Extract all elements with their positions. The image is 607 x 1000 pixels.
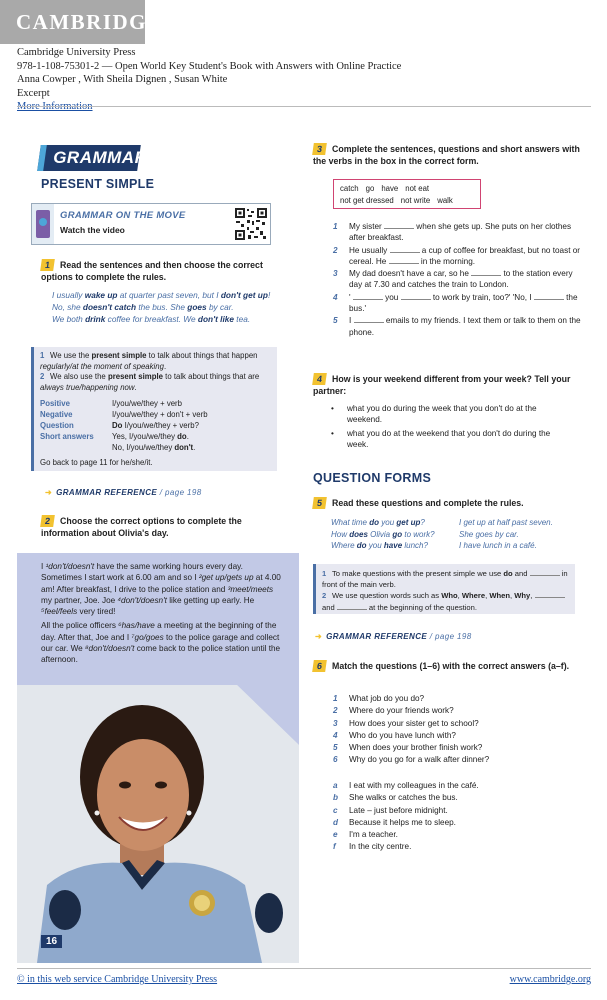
table-row xyxy=(40,442,271,453)
row-value: I/you/we/they + verb xyxy=(112,399,182,408)
text: have the same working hours every day. Sometimes I start work at 6.00 am and so I xyxy=(41,562,243,583)
keyword: Why xyxy=(514,591,531,600)
item-text: How does your sister get to school? xyxy=(349,718,479,728)
list-item[interactable] xyxy=(333,693,583,704)
ex2-instruction: Choose the correct options to complete the information about Olivia's day. xyxy=(41,516,242,538)
book-metadata xyxy=(17,46,401,114)
gref-label: GRAMMAR REFERENCE xyxy=(326,632,428,641)
highlight: don't like xyxy=(197,314,234,324)
rule-2: 2 We also use the present simple to talk about things that are always true/happening now. xyxy=(40,372,260,392)
answer-blank[interactable] xyxy=(534,292,564,300)
exercise-2 xyxy=(41,515,281,539)
exercise-number: 4 xyxy=(312,373,327,385)
ex3-heading xyxy=(313,143,591,167)
example-answer: I get up at half past seven. xyxy=(459,518,553,527)
phone-video-icon xyxy=(36,210,50,238)
text: to the station every day at 7.30 and catches the train to London. xyxy=(349,269,573,290)
ex2-heading xyxy=(41,515,281,539)
gotm-subtitle: Watch the video xyxy=(60,225,125,235)
text: you xyxy=(379,518,397,527)
rule-number: 2 xyxy=(322,591,327,600)
grammar-on-the-move-box[interactable] xyxy=(31,203,271,245)
item-number: 2 xyxy=(333,706,338,716)
highlight: have xyxy=(383,541,403,550)
rule-2 xyxy=(322,590,569,613)
answer-blank[interactable] xyxy=(353,292,383,300)
meta-publisher: Cambridge University Press xyxy=(17,47,136,58)
bullet-item xyxy=(331,428,571,451)
left-column xyxy=(17,115,299,963)
example-question xyxy=(331,540,459,552)
text: when she gets up. She puts on her clothes after breakfast. xyxy=(349,222,572,243)
row-label: Short answers xyxy=(40,432,94,441)
list-item[interactable] xyxy=(333,792,583,803)
rule-number: 1 xyxy=(322,569,327,578)
item-letter: e xyxy=(333,830,338,840)
text: to work? xyxy=(402,529,435,539)
list-item xyxy=(333,292,583,315)
go-back-note: Go back to page 11 for he/she/it. xyxy=(40,458,153,467)
item-number: 4 xyxy=(333,730,338,740)
text: to the police garage and collect our car. We xyxy=(41,632,280,654)
text: , xyxy=(530,591,533,600)
example-row xyxy=(331,529,587,541)
meta-authors: Anna Cowper , With Sheila Dignen , Susan White xyxy=(17,74,228,85)
grammar-banner-label: GRAMMAR xyxy=(53,148,148,167)
row-value: No, I/you/we/they don't. xyxy=(112,443,196,452)
item-number: 3 xyxy=(333,718,338,728)
answer-blank[interactable] xyxy=(384,221,414,229)
rule-number: 2 xyxy=(40,372,45,381)
item-text xyxy=(349,245,583,268)
table-row xyxy=(40,409,271,420)
text: What time xyxy=(331,518,370,527)
text: My sister xyxy=(349,222,385,231)
table-row xyxy=(40,420,271,431)
present-simple-rules-box xyxy=(31,347,277,471)
rule-option: always true/happening now xyxy=(40,382,135,392)
text: and xyxy=(512,569,530,578)
item-letter: a xyxy=(333,781,338,790)
text: We also use the xyxy=(50,372,108,381)
list-item xyxy=(333,221,583,244)
ex6-instruction: Match the questions (1–6) with the correct answers (a–f). xyxy=(332,661,570,671)
item-text xyxy=(349,292,583,315)
list-item[interactable] xyxy=(333,817,583,828)
highlight: get up xyxy=(396,518,421,527)
answer-blank[interactable] xyxy=(471,268,501,276)
text: I/you/we/they + verb? xyxy=(122,421,199,430)
item-text: Where do your friends work? xyxy=(349,706,454,716)
gref-page-number: page 198 xyxy=(165,488,202,497)
row-value: Yes, I/you/we/they do. xyxy=(112,432,189,441)
choice-7[interactable]: ⁷go/goes xyxy=(131,632,164,642)
highlight: don't get up xyxy=(220,290,268,300)
header-divider xyxy=(17,106,591,107)
exercise-3-items xyxy=(333,221,583,339)
example-sentence-3 xyxy=(52,313,281,325)
exercise-5 xyxy=(313,497,591,509)
highlight: wake up xyxy=(84,290,118,300)
text: I xyxy=(349,316,354,326)
item-text xyxy=(349,268,583,291)
choice-1[interactable]: ¹don't/doesn't xyxy=(45,562,95,571)
text: emails to my friends. I text them or talk to them on the phone. xyxy=(349,316,581,337)
highlight: do xyxy=(369,518,380,527)
text: a meeting at the beginning of the day. After that, Joe and I xyxy=(41,621,277,642)
choice-2[interactable]: ²get up/gets up xyxy=(198,573,254,583)
answer-blank[interactable] xyxy=(535,590,565,598)
word: go xyxy=(365,184,375,193)
exercise-number: 5 xyxy=(312,497,327,509)
gotm-title: GRAMMAR ON THE MOVE xyxy=(60,210,186,221)
text: to talk about things that are xyxy=(162,372,260,381)
item-number: 6 xyxy=(333,755,338,765)
exercise-number: 6 xyxy=(312,660,327,672)
text: How xyxy=(331,529,350,539)
choice-6[interactable]: ⁶has/have xyxy=(118,621,155,631)
gotm-side-bar xyxy=(32,204,54,244)
highlight: goes xyxy=(187,302,207,312)
keyword: do xyxy=(503,569,513,578)
ex4-heading xyxy=(313,373,591,397)
text: and xyxy=(322,602,337,612)
text: a cup of coffee for breakfast, but no toast or cereal. He xyxy=(349,245,581,266)
highlight: drink xyxy=(85,314,106,324)
exercise-1 xyxy=(41,259,281,325)
text: at the beginning of the question. xyxy=(366,602,477,612)
example-answer: She goes by car. xyxy=(459,529,519,539)
text: We use question words such as xyxy=(332,591,442,600)
item-text: I'm a teacher. xyxy=(349,830,398,840)
text: lunch? xyxy=(402,541,428,550)
text: To make questions with the present simple we use xyxy=(332,569,504,578)
list-item[interactable] xyxy=(333,742,583,753)
text: ! xyxy=(267,290,271,300)
copyright-link[interactable]: © in this web service Cambridge University Press xyxy=(17,974,218,985)
arrow-right-icon: ➜ xyxy=(315,632,323,641)
text: come back to the police station until the afternoon. xyxy=(41,644,281,665)
answer-blank[interactable] xyxy=(390,245,420,253)
grammar-reference-link-left[interactable] xyxy=(45,488,202,497)
ex4-bullets xyxy=(313,403,571,450)
bullet-item xyxy=(331,403,571,426)
page-number: 16 xyxy=(41,935,62,948)
table-row xyxy=(40,398,271,409)
item-number: 5 xyxy=(333,316,338,326)
list-item xyxy=(333,268,583,291)
highlight: doesn't catch xyxy=(82,302,137,312)
highlight: does xyxy=(349,529,368,539)
text: in front of the main verb. xyxy=(322,569,568,589)
word: not get dressed xyxy=(340,196,394,205)
rule-number: 1 xyxy=(40,351,45,360)
item-text: What job do you do? xyxy=(349,694,425,703)
keyword: Who xyxy=(441,591,458,600)
item-number: 1 xyxy=(333,222,338,231)
bullet-icon: • xyxy=(331,404,334,413)
keyword: do xyxy=(177,432,187,441)
police-officer-photo xyxy=(17,685,299,963)
list-item[interactable] xyxy=(333,730,583,741)
item-text xyxy=(349,221,583,244)
item-letter: d xyxy=(333,817,339,827)
section-title-question-forms: QUESTION FORMS xyxy=(313,471,432,485)
ex3-instruction: Complete the sentences, questions and short answers with the verbs in the box in the correct form. xyxy=(313,144,580,166)
item-text: She walks or catches the bus. xyxy=(349,793,458,803)
item-number: 2 xyxy=(333,245,338,255)
text: I xyxy=(41,562,46,571)
text: We use the xyxy=(50,351,92,360)
highlight: go xyxy=(392,529,403,539)
ex1-heading xyxy=(41,259,281,283)
text: you xyxy=(382,292,401,302)
text: like getting up early. He xyxy=(166,595,255,605)
ex5-instruction: Read these questions and complete the rules. xyxy=(332,498,524,508)
table-row xyxy=(40,431,271,442)
ex4-instruction: How is your weekend different from your week? Tell your partner: xyxy=(313,374,571,396)
qr-code-icon[interactable] xyxy=(234,207,268,241)
item-text: Because it helps me to sleep. xyxy=(349,817,456,827)
text: , xyxy=(485,591,490,600)
item-text: When does your brother finish work? xyxy=(349,743,483,753)
exercise-3 xyxy=(313,143,591,167)
question-form-rules-box xyxy=(313,564,575,614)
answer-blank[interactable] xyxy=(530,568,560,576)
example-row xyxy=(331,517,587,529)
keyword: don't xyxy=(174,443,194,452)
grammar-reference-link-right[interactable] xyxy=(315,632,472,641)
text: by car. xyxy=(206,302,234,312)
example-answer: I have lunch in a café. xyxy=(459,541,537,550)
grammar-banner xyxy=(37,145,148,171)
olivia-story xyxy=(41,561,285,669)
text: very tired! xyxy=(77,607,116,617)
text: Where xyxy=(331,541,357,550)
choice-5[interactable]: ⁵feel/feels xyxy=(41,607,78,617)
word: walk xyxy=(437,196,453,205)
row-label-empty xyxy=(40,442,112,453)
choice-8[interactable]: ⁸don't/doesn't xyxy=(85,644,135,654)
cambridge-logo[interactable]: CAMBRIDGE xyxy=(0,0,145,44)
exercise-number: 2 xyxy=(40,515,55,527)
meta-excerpt: Excerpt xyxy=(17,87,50,99)
example-sentence-2 xyxy=(52,301,281,313)
text: Olivia xyxy=(367,529,393,539)
text: you xyxy=(366,541,384,550)
text: No, she xyxy=(52,302,83,312)
item-letter: f xyxy=(333,842,336,852)
list-item[interactable] xyxy=(333,754,583,765)
question-examples xyxy=(331,517,587,552)
example-question xyxy=(331,529,459,541)
answer-blank[interactable] xyxy=(354,315,384,323)
section-title-present-simple: PRESENT SIMPLE xyxy=(41,177,155,191)
exercise-6-answers xyxy=(333,780,583,854)
gref-page-number: page 198 xyxy=(435,632,472,641)
text: in the morning. xyxy=(418,256,476,266)
choice-3[interactable]: ³meet/meets xyxy=(227,584,274,594)
example-question xyxy=(331,517,459,529)
row-label: Negative xyxy=(40,410,73,419)
text: Yes, I/you/we/they xyxy=(112,432,178,441)
gref-page: / page 198 xyxy=(159,488,202,497)
story-paragraph-1 xyxy=(41,561,285,617)
keyword: present simple xyxy=(107,372,163,381)
publisher-header xyxy=(0,0,607,44)
exercise-4 xyxy=(313,373,591,452)
item-text: In the city centre. xyxy=(349,842,412,852)
item-letter: c xyxy=(333,805,338,815)
exercise-6 xyxy=(313,660,591,672)
item-text: Late – just before midnight. xyxy=(349,805,448,815)
highlight: do xyxy=(356,541,367,550)
row-label: Question xyxy=(40,421,74,430)
text: My dad doesn't have a car, so he xyxy=(349,269,472,279)
ex1-example-sentences xyxy=(41,289,281,325)
bullet-text: what you do during the week that you don't do at the weekend. xyxy=(347,404,537,425)
exercise-number: 3 xyxy=(312,143,327,155)
keyword: Do xyxy=(112,421,123,430)
text: , xyxy=(510,591,515,600)
item-text xyxy=(349,315,583,338)
text: my partner, Joe. Joe xyxy=(41,595,118,605)
text: at 4.00 am! After breakfast, I drive to the police station and xyxy=(41,573,281,594)
text: All the police officers xyxy=(41,621,119,631)
list-item[interactable] xyxy=(333,780,583,791)
bullet-icon: • xyxy=(331,428,334,438)
gref-page: / page 198 xyxy=(429,632,472,641)
list-item[interactable] xyxy=(333,805,583,816)
row-value: I/you/we/they + don't + verb xyxy=(112,410,208,419)
text: to work by train, too?' 'No, I xyxy=(430,292,534,302)
keyword: Where xyxy=(461,591,486,600)
list-item[interactable] xyxy=(333,841,583,852)
row-label: Positive xyxy=(40,399,70,408)
verb-word-box xyxy=(333,179,481,209)
word: not eat xyxy=(405,184,430,193)
example-sentence-1 xyxy=(52,289,281,301)
ex5-heading xyxy=(313,497,591,509)
item-text: Why do you go for a walk after dinner? xyxy=(349,755,490,765)
form-table xyxy=(40,398,271,453)
choice-4[interactable]: ⁴don't/doesn't xyxy=(117,595,167,605)
word: catch xyxy=(340,184,359,193)
text: ' xyxy=(349,292,353,302)
text: the bus. She xyxy=(136,302,188,312)
item-number: 3 xyxy=(333,269,338,279)
answer-blank[interactable] xyxy=(389,256,419,264)
text: He usually xyxy=(349,245,390,255)
item-number: 1 xyxy=(333,694,338,703)
exercise-number: 1 xyxy=(40,259,55,271)
list-item xyxy=(333,245,583,268)
keyword: present simple xyxy=(91,351,147,360)
list-item[interactable] xyxy=(333,718,583,729)
rule-1: 1 We use the present simple to talk about things that happen regularly/at the moment of speaking. xyxy=(40,351,258,371)
list-item xyxy=(333,315,583,338)
rule-option: regularly/at the moment of speaking xyxy=(40,361,164,371)
text: coffee for breakfast. We xyxy=(105,314,198,324)
item-letter: b xyxy=(333,793,339,803)
item-text: I eat with my colleagues in the café. xyxy=(349,781,479,790)
list-item[interactable] xyxy=(333,705,583,716)
book-page xyxy=(17,115,591,963)
footer-divider xyxy=(17,968,591,969)
text: tea. xyxy=(234,314,251,324)
text: to talk about things that happen xyxy=(146,351,258,360)
keyword: When xyxy=(489,591,510,600)
bullet-text: what you do at the weekend that you don't do during the week. xyxy=(347,428,551,449)
arrow-right-icon: ➜ xyxy=(45,488,53,497)
text: ? xyxy=(420,518,425,527)
row-value xyxy=(112,420,199,431)
text: We both xyxy=(52,314,86,324)
text: at quarter past seven, but I xyxy=(117,290,221,300)
meta-isbn-title: 978-1-108-75301-2 — Open World Key Student's Book with Answers with Online Practice xyxy=(17,60,402,72)
word: not write xyxy=(400,196,431,205)
text: I usually xyxy=(52,290,85,300)
ex6-heading xyxy=(313,660,591,672)
list-item[interactable] xyxy=(333,829,583,840)
answer-blank[interactable] xyxy=(337,602,367,610)
ex1-instruction: Read the sentences and then choose the correct options to complete the rules. xyxy=(41,260,263,282)
word: have xyxy=(381,184,399,193)
story-paragraph-2 xyxy=(41,620,285,665)
website-link[interactable]: www.cambridge.org xyxy=(509,974,591,985)
exercise-6-questions xyxy=(333,693,583,767)
text: the bus.' xyxy=(349,292,578,314)
text: No, I/you/we/they xyxy=(112,443,175,452)
item-number: 4 xyxy=(333,292,338,302)
example-row xyxy=(331,540,587,552)
item-number: 5 xyxy=(333,743,338,753)
answer-blank[interactable] xyxy=(401,292,431,300)
item-text: Who do you have lunch with? xyxy=(349,730,456,740)
rule-1 xyxy=(322,568,569,590)
gref-label: GRAMMAR REFERENCE xyxy=(56,488,158,497)
text: , xyxy=(457,591,462,600)
